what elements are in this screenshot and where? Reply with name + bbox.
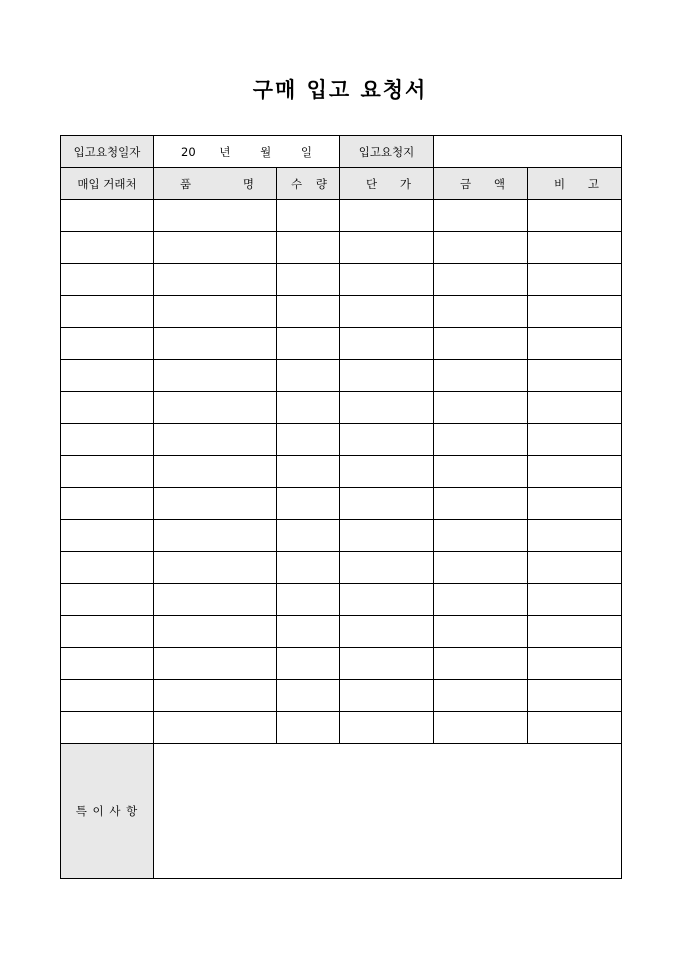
cell-item[interactable] [154, 424, 277, 456]
cell-item[interactable] [154, 360, 277, 392]
col-remark-header [528, 168, 622, 200]
col-item-header-b: 명 [242, 176, 254, 191]
cell-item[interactable] [154, 616, 277, 648]
cell-qty[interactable] [277, 200, 340, 232]
cell-vendor[interactable] [61, 616, 154, 648]
cell-item[interactable] [154, 680, 277, 712]
cell-vendor[interactable] [61, 456, 154, 488]
cell-price[interactable] [340, 584, 434, 616]
cell-qty[interactable] [277, 520, 340, 552]
table-row [61, 296, 622, 328]
cell-price[interactable] [340, 456, 434, 488]
cell-amount[interactable] [434, 392, 528, 424]
col-price-header-a: 단 [366, 176, 378, 191]
cell-amount[interactable] [434, 296, 528, 328]
cell-amount[interactable] [434, 328, 528, 360]
table-row [61, 392, 622, 424]
col-item-header-a: 품 [180, 176, 192, 191]
cell-remark[interactable] [528, 360, 622, 392]
col-qty-header-a: 수 [291, 176, 303, 191]
cell-vendor[interactable] [61, 584, 154, 616]
cell-amount[interactable] [434, 552, 528, 584]
cell-price[interactable] [340, 712, 434, 744]
table-row [61, 328, 622, 360]
table-row [61, 200, 622, 232]
cell-price[interactable] [340, 488, 434, 520]
cell-price[interactable] [340, 520, 434, 552]
table-row [61, 680, 622, 712]
notes-field[interactable] [154, 744, 622, 879]
cell-remark[interactable] [528, 296, 622, 328]
cell-item[interactable] [154, 648, 277, 680]
col-price-header [340, 168, 434, 200]
cell-qty[interactable] [277, 232, 340, 264]
cell-qty[interactable] [277, 616, 340, 648]
cell-remark[interactable] [528, 200, 622, 232]
col-amount-header-b: 액 [493, 176, 505, 191]
cell-amount[interactable] [434, 200, 528, 232]
cell-remark[interactable] [528, 392, 622, 424]
table-row [61, 264, 622, 296]
cell-remark[interactable] [528, 616, 622, 648]
cell-qty[interactable] [277, 648, 340, 680]
cell-remark[interactable] [528, 456, 622, 488]
cell-vendor[interactable] [61, 360, 154, 392]
cell-item[interactable] [154, 584, 277, 616]
cell-item[interactable] [154, 392, 277, 424]
cell-price[interactable] [340, 264, 434, 296]
cell-item[interactable] [154, 712, 277, 744]
cell-qty[interactable] [277, 392, 340, 424]
table-row [61, 616, 622, 648]
cell-price[interactable] [340, 360, 434, 392]
date-year-prefix: 20 [181, 144, 196, 159]
cell-vendor[interactable] [61, 680, 154, 712]
cell-vendor[interactable] [61, 488, 154, 520]
cell-remark[interactable] [528, 328, 622, 360]
col-qty-header [277, 168, 340, 200]
cell-price[interactable] [340, 392, 434, 424]
cell-item[interactable] [154, 200, 277, 232]
cell-vendor[interactable] [61, 648, 154, 680]
table-row [61, 712, 622, 744]
cell-vendor[interactable] [61, 392, 154, 424]
purchase-receipt-request-table [60, 135, 622, 879]
cell-item[interactable] [154, 296, 277, 328]
cell-qty[interactable] [277, 328, 340, 360]
cell-remark[interactable] [528, 712, 622, 744]
cell-remark[interactable] [528, 584, 622, 616]
cell-price[interactable] [340, 680, 434, 712]
cell-remark[interactable] [528, 424, 622, 456]
cell-vendor[interactable] [61, 520, 154, 552]
notes-label: 특 이 사 항 [61, 744, 154, 879]
cell-price[interactable] [340, 296, 434, 328]
table-row [61, 488, 622, 520]
cell-vendor[interactable] [61, 552, 154, 584]
cell-amount[interactable] [434, 232, 528, 264]
table-row [61, 648, 622, 680]
cell-amount[interactable] [434, 584, 528, 616]
cell-qty[interactable] [277, 424, 340, 456]
cell-amount[interactable] [434, 456, 528, 488]
col-amount-header [434, 168, 528, 200]
cell-remark[interactable] [528, 520, 622, 552]
destination-label: 입고요청지 [340, 136, 434, 168]
cell-price[interactable] [340, 328, 434, 360]
notes-row [61, 744, 622, 879]
col-remark-header-b: 고 [587, 176, 599, 191]
table-row [61, 552, 622, 584]
cell-price[interactable] [340, 200, 434, 232]
date-label: 입고요청일자 [61, 136, 154, 168]
date-year-unit: 년 [219, 144, 231, 159]
cell-item[interactable] [154, 552, 277, 584]
header-row [61, 136, 622, 168]
cell-price[interactable] [340, 232, 434, 264]
cell-remark[interactable] [528, 680, 622, 712]
cell-qty[interactable] [277, 712, 340, 744]
cell-vendor[interactable] [61, 296, 154, 328]
cell-amount[interactable] [434, 648, 528, 680]
table-row [61, 232, 622, 264]
cell-amount[interactable] [434, 360, 528, 392]
table-row [61, 456, 622, 488]
cell-qty[interactable] [277, 584, 340, 616]
cell-qty[interactable] [277, 296, 340, 328]
cell-vendor[interactable] [61, 712, 154, 744]
cell-price[interactable] [340, 616, 434, 648]
cell-vendor[interactable] [61, 264, 154, 296]
cell-remark[interactable] [528, 488, 622, 520]
cell-amount[interactable] [434, 264, 528, 296]
col-qty-header-b: 량 [315, 176, 327, 191]
cell-item[interactable] [154, 232, 277, 264]
date-month-unit: 월 [260, 144, 272, 159]
cell-remark[interactable] [528, 232, 622, 264]
column-header-row [61, 168, 622, 200]
cell-qty[interactable] [277, 264, 340, 296]
cell-item[interactable] [154, 328, 277, 360]
date-field[interactable] [154, 136, 340, 168]
col-remark-header-a: 비 [554, 176, 566, 191]
cell-price[interactable] [340, 424, 434, 456]
table-row [61, 424, 622, 456]
cell-item[interactable] [154, 264, 277, 296]
cell-vendor[interactable] [61, 200, 154, 232]
cell-remark[interactable] [528, 264, 622, 296]
cell-amount[interactable] [434, 616, 528, 648]
cell-amount[interactable] [434, 488, 528, 520]
cell-vendor[interactable] [61, 232, 154, 264]
col-amount-header-a: 금 [460, 176, 472, 191]
destination-field[interactable] [434, 136, 622, 168]
cell-item[interactable] [154, 488, 277, 520]
cell-qty[interactable] [277, 488, 340, 520]
col-vendor-header: 매입 거래처 [61, 168, 154, 200]
col-item-header [154, 168, 277, 200]
cell-vendor[interactable] [61, 424, 154, 456]
cell-remark[interactable] [528, 552, 622, 584]
cell-amount[interactable] [434, 680, 528, 712]
cell-amount[interactable] [434, 712, 528, 744]
cell-price[interactable] [340, 552, 434, 584]
document-title: 구매 입고 요청서 [252, 77, 428, 102]
cell-qty[interactable] [277, 360, 340, 392]
table-row [61, 584, 622, 616]
date-day-unit: 일 [300, 144, 312, 159]
cell-vendor[interactable] [61, 328, 154, 360]
cell-item[interactable] [154, 456, 277, 488]
cell-qty[interactable] [277, 456, 340, 488]
col-price-header-b: 가 [399, 176, 411, 191]
cell-remark[interactable] [528, 648, 622, 680]
cell-amount[interactable] [434, 520, 528, 552]
cell-qty[interactable] [277, 680, 340, 712]
table-row [61, 360, 622, 392]
table-row [61, 520, 622, 552]
cell-amount[interactable] [434, 424, 528, 456]
cell-item[interactable] [154, 520, 277, 552]
cell-price[interactable] [340, 648, 434, 680]
cell-qty[interactable] [277, 552, 340, 584]
